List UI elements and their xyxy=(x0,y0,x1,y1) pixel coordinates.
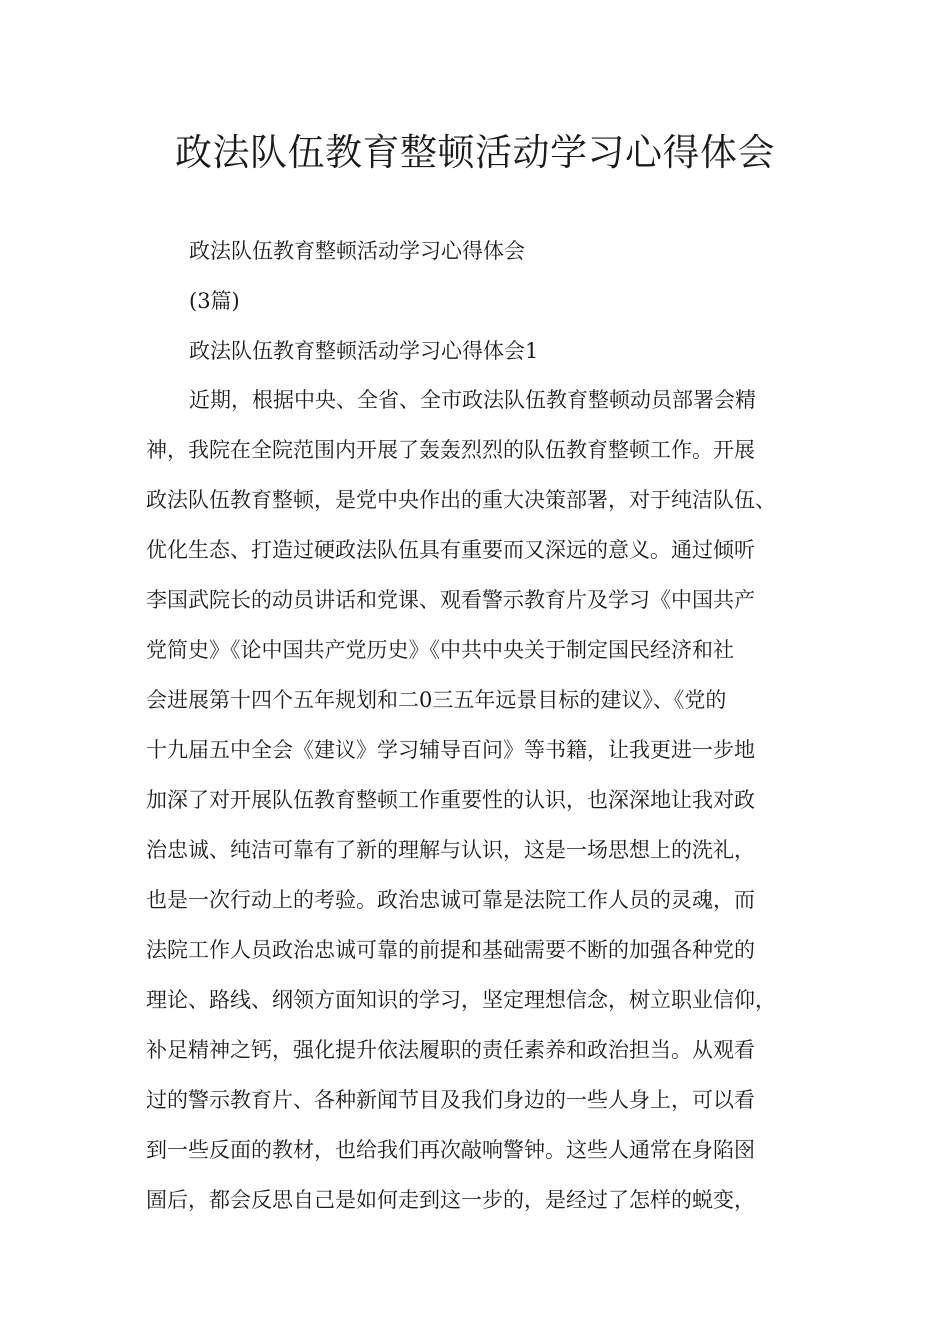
body-line: 圄后，都会反思自己是如何走到这一步的，是经过了怎样的蜕变， xyxy=(146,1188,755,1212)
body-line: 也是一次行动上的考验。政治忠诚可靠是法院工作人员的灵魂，而 xyxy=(146,888,755,912)
body-line: 过的警示教育片、各种新闻节目及我们身边的一些人身上，可以看 xyxy=(146,1088,755,1112)
body-line: 政法队伍教育整顿，是党中央作出的重大决策部署，对于纯洁队伍、 xyxy=(146,488,776,512)
body-line: 会进展第十四个五年规划和二0三五年远景目标的建议》、《党的 xyxy=(146,688,727,712)
body-line: 近期，根据中央、全省、全市政法队伍教育整顿动员部署会精 xyxy=(189,388,756,412)
body-line: 法院工作人员政治忠诚可靠的前提和基础需要不断的加强各种党的 xyxy=(146,938,755,962)
body-line: 神，我院在全院范围内开展了轰轰烈烈的队伍教育整顿工作。开展 xyxy=(146,438,755,462)
body-line: 治忠诚、纯洁可靠有了新的理解与认识，这是一场思想上的洗礼， xyxy=(146,838,755,862)
document-title: 政法队伍教育整顿活动学习心得体会 xyxy=(175,131,775,174)
document-count: (3篇) xyxy=(189,289,240,313)
body-line: 理论、路线、纲领方面知识的学习，坚定理想信念，树立职业信仰， xyxy=(146,988,776,1012)
document-subtitle: 政法队伍教育整顿活动学习心得体会 xyxy=(189,239,525,263)
body-line: 到一些反面的教材，也给我们再次敲响警钟。这些人通常在身陷囹 xyxy=(146,1138,755,1162)
body-line: 补足精神之钙，强化提升依法履职的责任素养和政治担当。从观看 xyxy=(146,1038,755,1062)
body-line: 十九届五中全会《建议》学习辅导百问》等书籍，让我更进一步地 xyxy=(146,738,755,762)
body-line: 优化生态、打造过硬政法队伍具有重要而又深远的意义。通过倾听 xyxy=(146,538,755,562)
body-line: 李国武院长的动员讲话和党课、观看警示教育片及学习《中国共产 xyxy=(146,588,755,612)
section-heading: 政法队伍教育整顿活动学习心得体会1 xyxy=(189,339,539,363)
body-line: 加深了对开展队伍教育整顿工作重要性的认识，也深深地让我对政 xyxy=(146,788,755,812)
body-line: 党简史》《论中国共产党历史》《中共中央关于制定国民经济和社 xyxy=(146,638,734,662)
